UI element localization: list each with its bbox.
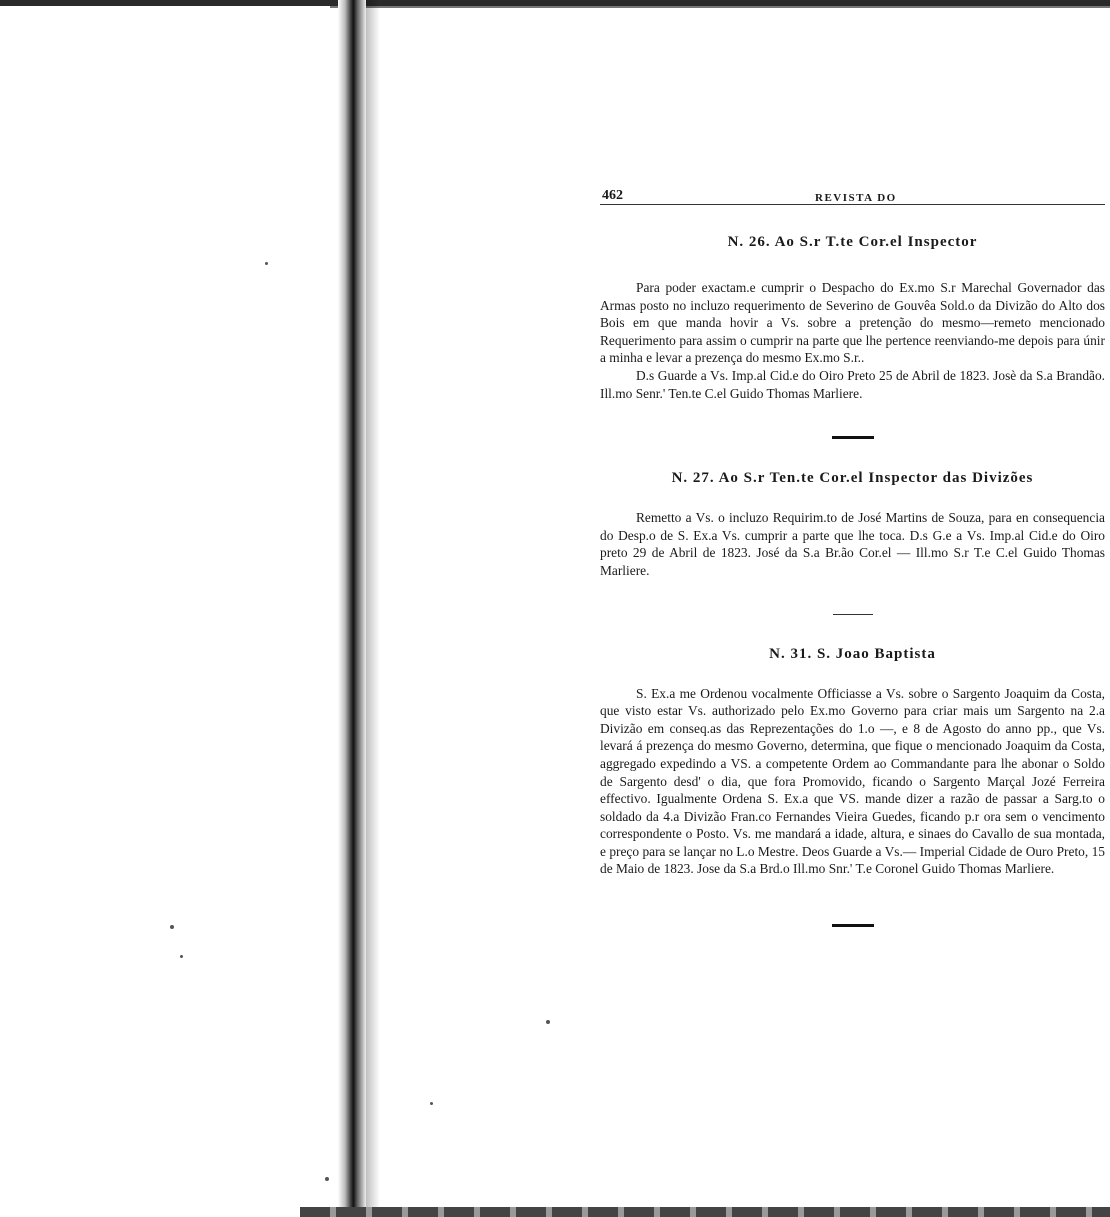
gutter-shadow [366,0,380,1217]
document-31-paragraph-1: S. Ex.a me Ordenou vocalmente Officiasse a Vs. sobre o Sargento Joaquim da Costa, que visto estar Vs. authorizado pelo Ex.mo Governo para criar mais um Sargento na 2.a Divizão em conseq.as das Reprezentações do 1.o —, e 8 de Agosto do anno pp., que Vs. levará á prezença do mesmo Governo, determina, que fique o mencionado Joaquim da Costa, aggregado expedindo a VS. a competente Ordem ao Commandante para lhe abonar o Soldo de Sargento desd' o dia, que fora Promovido, ficando o Sargento Marçal Jozé Ferreira effectivo. Igualmente Ordena S. Ex.a que VS. mande dizer a razão de passar a Sarg.to o soldado da 4.a Divizão Fran.co Fernandes Vieira Guedes, ficando p.r ora sem o vencimento correspondente o Posto. Vs. me mandará a idade, altura, e sinaes do Cavallo de sua montada, e preço para se lançar no L.o Mestre. Deos Guarde a Vs.— Imperial Cidade de Ouro Preto, 15 de Maio de 1823. Jose da S.a Brd.o Ill.mo Snr.' T.e Coronel Guido Thomas Marliere. [600,685,1105,877]
top-page-edge-line [330,6,1110,8]
scan-speck [546,1020,550,1024]
document-26-paragraph-2: D.s Guarde a Vs. Imp.al Cid.e do Oiro Preto 25 de Abril de 1823. Josè da S.a Brandão. Ill.mo Senr.' Ten.te C.el Guido Thomas Marliere. [600,367,1105,401]
scan-speck [170,925,174,929]
scan-speck [325,1177,329,1181]
running-head [600,180,1105,205]
book-gutter [338,0,366,1217]
section-divider [832,436,874,439]
document-27-heading: N. 27. Ao S.r Ten.te Cor.el Inspector das Divizões [671,470,1034,487]
journal-title: REVISTA DO [815,192,897,204]
end-divider [832,924,874,927]
scan-speck [180,955,183,958]
section-divider [833,614,873,615]
document-27-paragraph-1: Remetto a Vs. o incluzo Requirim.to de José Martins de Souza, para en consequencia do Desp.o de S. Ex.a Vs. cumprir a parte que lhe toca. D.s G.e a Vs. Imp.al Cid.e do Oiro preto 29 de Abril de 1823. José da S.a Br.ão Cor.el — Ill.mo S.r T.e C.el Guido Thomas Marliere. [600,510,1105,578]
document-26-heading: N. 26. Ao S.r T.te Cor.el Inspector [727,234,978,250]
scan-speck [430,1102,433,1105]
scan-speck [265,262,268,265]
document-31-heading: N. 31. S. Joao Baptista [769,645,936,662]
bottom-page-edge [300,1207,1110,1217]
page-number: 462 [602,188,623,203]
book-page [600,180,1105,927]
document-31-body [600,685,1105,879]
document-26-paragraph-1: Para poder exactam.e cumprir o Despacho do Ex.mo S.r Marechal Governador das Armas posto no incluzo requerimento de Severino de Gouvêa Sold.o da Divizão do Alto dos Bois em que manda hovir a Vs. sobre a pretenção do mesmo—remeto mencionado Requerimento para assim o cumprir na parte que lhe pertence reenviando-me depois para únir a minha e levar a prezença do mesmo Ex.mo S.r.. [600,280,1105,366]
document-27-body [600,509,1105,579]
document-26-body [600,279,1105,402]
